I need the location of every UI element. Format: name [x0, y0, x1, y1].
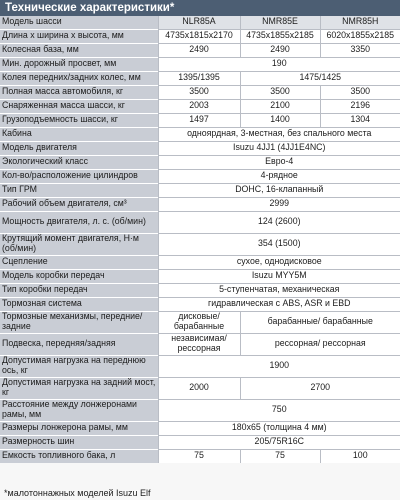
cell-value: 2490	[240, 43, 320, 57]
row-label: Допустимая нагрузка на задний мост, кг	[0, 377, 158, 399]
row-label: Кол-во/расположение цилиндров	[0, 169, 158, 183]
row-label: Колесная база, мм	[0, 43, 158, 57]
cell-value: дисковые/ барабанные	[158, 311, 240, 333]
cell-value: 124 (2600)	[158, 211, 400, 233]
cell-value: Isuzu 4JJ1 (4JJ1E4NC)	[158, 141, 400, 155]
cell-value: 6020x1855x2185	[320, 29, 400, 43]
row-label: Размерность шин	[0, 435, 158, 449]
cell-value: 5-ступенчатая, механическая	[158, 283, 400, 297]
cell-value: 3350	[320, 43, 400, 57]
cell-value: 3500	[240, 85, 320, 99]
cell-value: сухое, однодисковое	[158, 255, 400, 269]
column-header: NMR85E	[240, 16, 320, 29]
cell-value: Евро-4	[158, 155, 400, 169]
row-label: Сцепление	[0, 255, 158, 269]
cell-value: 2100	[240, 99, 320, 113]
row-label: Тормозная система	[0, 297, 158, 311]
row-label: Кабина	[0, 127, 158, 141]
column-header: NLR85A	[158, 16, 240, 29]
specs-table	[0, 16, 400, 463]
table-row	[0, 197, 400, 211]
table-row	[0, 355, 400, 377]
table-row	[0, 169, 400, 183]
cell-value: 190	[158, 57, 400, 71]
cell-value: 1304	[320, 113, 400, 127]
table-row	[0, 333, 400, 355]
cell-value: 3500	[320, 85, 400, 99]
table-row	[0, 113, 400, 127]
table-row	[0, 43, 400, 57]
row-label: Емкость топливного бака, л	[0, 449, 158, 463]
footnote: *малотоннажных моделей Isuzu Elf	[4, 488, 151, 498]
row-label: Расстояние между лонжеронами рамы, мм	[0, 399, 158, 421]
table-row	[0, 269, 400, 283]
cell-value: 1395/1395	[158, 71, 240, 85]
cell-value: 4735x1855x2185	[240, 29, 320, 43]
cell-value: 2999	[158, 197, 400, 211]
table-row	[0, 377, 400, 399]
table-row	[0, 233, 400, 255]
column-header: Модель шасси	[0, 16, 158, 29]
row-label: Мин. дорожный просвет, мм	[0, 57, 158, 71]
table-row	[0, 421, 400, 435]
row-label: Колея передних/задних колес, мм	[0, 71, 158, 85]
cell-value: 354 (1500)	[158, 233, 400, 255]
cell-value: 4-рядное	[158, 169, 400, 183]
table-row	[0, 255, 400, 269]
cell-value: 2700	[240, 377, 400, 399]
table-row	[0, 99, 400, 113]
row-label: Тип коробки передач	[0, 283, 158, 297]
cell-value: 1900	[158, 355, 400, 377]
row-label: Допустимая нагрузка на переднюю ось, кг	[0, 355, 158, 377]
cell-value: 2196	[320, 99, 400, 113]
cell-value: 2000	[158, 377, 240, 399]
row-label: Рабочий объем двигателя, см³	[0, 197, 158, 211]
row-label: Тип ГРМ	[0, 183, 158, 197]
cell-value: барабанные/ барабанные	[240, 311, 400, 333]
table-row	[0, 435, 400, 449]
cell-value: Isuzu MYY5M	[158, 269, 400, 283]
row-label: Тормозные механизмы, передние/задние	[0, 311, 158, 333]
row-label: Крутящий момент двигателя, Н·м (об/мин)	[0, 233, 158, 255]
cell-value: 2490	[158, 43, 240, 57]
cell-value: DOHC, 16-клапанный	[158, 183, 400, 197]
table-row	[0, 71, 400, 85]
cell-value: 1497	[158, 113, 240, 127]
table-row	[0, 211, 400, 233]
cell-value: 75	[240, 449, 320, 463]
row-label: Грузоподъемность шасси, кг	[0, 113, 158, 127]
table-row	[0, 311, 400, 333]
table-header-row	[0, 16, 400, 29]
table-row	[0, 183, 400, 197]
row-label: Мощность двигателя, л. с. (об/мин)	[0, 211, 158, 233]
row-label: Размеры лонжерона рамы, мм	[0, 421, 158, 435]
cell-value: 1400	[240, 113, 320, 127]
table-row	[0, 29, 400, 43]
cell-value: 2003	[158, 99, 240, 113]
table-row	[0, 57, 400, 71]
table-row	[0, 141, 400, 155]
cell-value: 100	[320, 449, 400, 463]
cell-value: 205/75R16C	[158, 435, 400, 449]
table-row	[0, 283, 400, 297]
cell-value: одноярдная, 3-местная, без спального места	[158, 127, 400, 141]
row-label: Экологический класс	[0, 155, 158, 169]
table-row	[0, 155, 400, 169]
table-row	[0, 449, 400, 463]
row-label: Длина х ширина х высота, мм	[0, 29, 158, 43]
page-title: Технические характеристики*	[0, 0, 400, 16]
table-row	[0, 297, 400, 311]
row-label: Полная масса автомобиля, кг	[0, 85, 158, 99]
cell-value: 75	[158, 449, 240, 463]
cell-value: рессорная/ рессорная	[240, 333, 400, 355]
cell-value: 750	[158, 399, 400, 421]
row-label: Модель двигателя	[0, 141, 158, 155]
cell-value: 1475/1425	[240, 71, 400, 85]
row-label: Модель коробки передач	[0, 269, 158, 283]
cell-value: 180x65 (толщина 4 мм)	[158, 421, 400, 435]
cell-value: 3500	[158, 85, 240, 99]
table-row	[0, 127, 400, 141]
column-header: NMR85H	[320, 16, 400, 29]
row-label: Снаряженная масса шасси, кг	[0, 99, 158, 113]
table-row	[0, 399, 400, 421]
cell-value: 4735x1815x2170	[158, 29, 240, 43]
cell-value: независимая/ рессорная	[158, 333, 240, 355]
cell-value: гидравлическая с ABS, ASR и EBD	[158, 297, 400, 311]
row-label: Подвеска, передняя/задняя	[0, 333, 158, 355]
table-row	[0, 85, 400, 99]
